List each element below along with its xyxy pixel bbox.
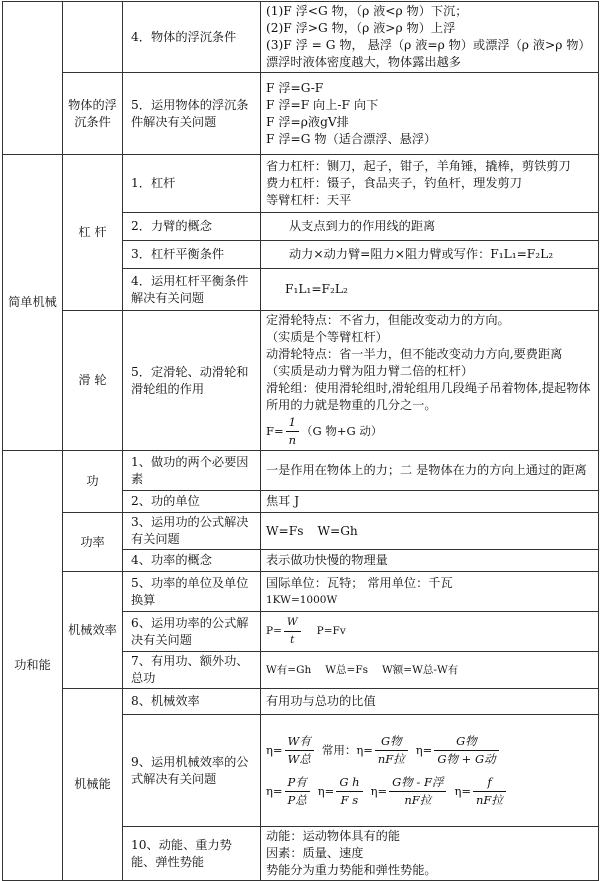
denominator: t — [290, 634, 295, 646]
item-cell: 10、动能、重力势能、弹性势能 — [123, 827, 261, 881]
content-line: （实质是动力臂为阻力臂二倍的杠杆） — [266, 364, 474, 378]
numerator: W有 — [285, 733, 314, 751]
content-cell: 从支点到力的作用线的距离 — [261, 213, 599, 241]
content-line: 动滑轮特点：省一半力，但不能改变动力方向,要费距离 — [266, 347, 563, 361]
item-cell: 8、机械效率 — [123, 689, 261, 715]
content-cell: 焦耳 J — [261, 491, 599, 513]
formula-text: η= — [356, 742, 373, 757]
content-line: (2)F 浮>G 物，（ρ 液>ρ 物）上浮 — [266, 21, 456, 35]
item-cell: 1、做功的两个必要因素 — [123, 451, 261, 491]
item-cell: 3．杠杆平衡条件 — [123, 241, 261, 269]
fraction — [336, 774, 362, 809]
formula-text: 常用： — [321, 742, 357, 757]
item-cell: 7、有用功、额外功、总功 — [123, 652, 261, 689]
denominator: nF拉 — [404, 792, 432, 807]
fraction — [389, 774, 446, 809]
content-line: 漂浮时液体密度越大，物体露出越多 — [266, 55, 461, 69]
content-line: F 浮=F 向上-F 向下 — [266, 97, 379, 112]
table-row — [3, 155, 599, 213]
denominator: P总 — [287, 792, 307, 807]
item-cell: 6、运用功率的公式解决有关问题 — [123, 612, 261, 652]
content-line: 国际单位：瓦特； 常用单位：千瓦 — [266, 575, 453, 590]
item-cell: 5．运用物体的浮沉条件解决有关问题 — [123, 73, 261, 155]
content-line: F 浮=ρ液gV排 — [266, 114, 349, 129]
denominator: W总 — [287, 751, 311, 766]
formula-text: η= — [266, 742, 283, 757]
content-cell — [261, 572, 599, 612]
efficiency-formula-row — [266, 774, 593, 809]
content-line: 动能：运动物体具有的能 — [266, 829, 401, 843]
efficiency-formula-row — [266, 733, 593, 768]
fraction — [285, 774, 310, 809]
denominator: n — [288, 433, 297, 447]
content-line: 1KW=1000W — [266, 593, 338, 606]
formula-text: P= — [266, 625, 282, 637]
item-cell: 5、功率的单位及单位换算 — [123, 572, 261, 612]
category-cell: 简单机械 — [3, 155, 63, 451]
item-cell: 1．杠杆 — [123, 155, 261, 213]
item-cell: 5．定滑轮、动滑轮和滑轮组的作用 — [123, 311, 261, 451]
content-cell — [261, 652, 599, 689]
category-cell: 功和能 — [3, 451, 63, 881]
denominator: F s — [340, 792, 359, 807]
physics-summary-table — [2, 1, 599, 881]
table-row — [3, 572, 599, 612]
content-line: (3)F 浮 = G 物， 悬浮（ρ 液=ρ 物）或漂浮（ρ 液>ρ 物） — [266, 38, 591, 52]
table-row — [3, 73, 599, 155]
content-line: 等臂杠杆：天平 — [266, 193, 352, 207]
denominator: nF拉 — [377, 751, 405, 766]
content-cell: 动力×动力臂=阻力×阻力臂或写作：F₁L₁=F₂L₂ — [261, 241, 599, 269]
power-formula — [266, 614, 593, 649]
formula-text: η= — [317, 783, 335, 798]
numerator: G物 - F浮 — [389, 774, 446, 792]
item-cell: 2．力臂的概念 — [123, 213, 261, 241]
subcategory-cell: 机械效率 — [63, 572, 123, 689]
content-cell — [261, 311, 599, 451]
table-row — [3, 451, 599, 491]
item-cell: 9、运用机械效率的公式解决有关问题 — [123, 715, 261, 827]
subcategory-cell: 物体的浮沉条件 — [63, 73, 123, 155]
formula-text: η= — [454, 783, 471, 798]
content-cell: 一是作用在物体上的力；二 是物体在力的方向上通过的距离 — [261, 451, 599, 491]
content-cell — [261, 827, 599, 881]
pulley-formula — [266, 414, 593, 449]
item-cell: 4、功率的概念 — [123, 550, 261, 572]
category-cell-buoyancy — [3, 2, 63, 155]
content-cell — [261, 73, 599, 155]
content-line: （实质是个等臂杠杆） — [266, 330, 388, 344]
table-row — [3, 689, 599, 715]
numerator: G物 — [434, 733, 498, 751]
table-row — [3, 513, 599, 550]
content-cell — [261, 155, 599, 213]
subcategory-cell: 机械能 — [63, 689, 123, 881]
item-cell: 3、运用功的公式解决有关问题 — [123, 513, 261, 550]
content-line: 定滑轮特点：不省力，但能改变动力的方向。 — [266, 313, 510, 327]
numerator: 1 — [286, 414, 299, 432]
fraction — [375, 733, 408, 768]
formula-text: η= — [415, 742, 433, 757]
formula-text: W有=Gh — [266, 663, 312, 676]
formula-text: P=Fv — [316, 625, 346, 637]
content-line: 势能分为重力势能和弹性势能。 — [266, 863, 437, 877]
fraction — [285, 733, 314, 768]
numerator: W — [284, 614, 301, 632]
content-line: F 浮=G 物（适合漂浮、悬浮） — [266, 131, 437, 146]
item-cell: 4．运用杠杆平衡条件解决有关问题 — [123, 269, 261, 311]
content-line: (1)F 浮<G 物，（ρ 液<ρ 物）下沉； — [266, 4, 468, 18]
content-cell: 有用功与总功的比值 — [261, 689, 599, 715]
denominator: nF拉 — [476, 792, 503, 807]
numerator: G h — [336, 774, 362, 792]
formula-text: η= — [266, 783, 283, 798]
table-row — [3, 311, 599, 451]
fraction — [286, 414, 299, 449]
item-cell: 2、功的单位 — [123, 491, 261, 513]
fraction — [434, 733, 498, 768]
content-line: 因素：质量、速度 — [266, 846, 364, 860]
content-line: 费力杠杆：镊子，食品夹子，钓鱼杆，理发剪刀 — [266, 176, 522, 190]
formula-text: η= — [370, 783, 388, 798]
content-line: 省力杠杆：铡刀，起子，钳子，羊角锤，撬棒，剪铁剪刀 — [266, 159, 571, 173]
subcategory-cell: 滑 轮 — [63, 311, 123, 451]
table-row — [3, 2, 599, 73]
numerator: G物 — [375, 733, 408, 751]
content-cell — [261, 612, 599, 652]
fraction — [473, 774, 506, 809]
formula-text: W额=W总-W有 — [382, 663, 459, 676]
subcategory-cell: 功 — [63, 451, 123, 513]
content-cell: 表示做功快慢的物理量 — [261, 550, 599, 572]
content-cell — [261, 2, 599, 73]
content-cell: F₁L₁=F₂L₂ — [261, 269, 599, 311]
denominator: G物 + G动 — [437, 751, 496, 766]
subcategory-cell: 功率 — [63, 513, 123, 572]
formula-text: （G 物+G 动） — [301, 424, 383, 438]
formula-text: F= — [266, 424, 284, 438]
numerator: P有 — [285, 774, 310, 792]
content-line: 滑轮组：使用滑轮组时,滑轮组用几段绳子吊着物体,提起物体所用的力就是物重的几分之一。 — [266, 381, 591, 412]
numerator: f — [473, 774, 506, 792]
item-cell: 4．物体的浮沉条件 — [123, 2, 261, 73]
subcategory-cell: 杠 杆 — [63, 155, 123, 311]
formula-text: W总=Fs — [325, 663, 369, 676]
subcategory-cell-empty — [63, 2, 123, 73]
content-cell — [261, 715, 599, 827]
formula-text: W=Fs — [266, 523, 304, 538]
content-line: F 浮=G-F — [266, 80, 324, 95]
content-cell — [261, 513, 599, 550]
formula-text: W=Gh — [317, 523, 358, 538]
fraction — [284, 614, 301, 649]
